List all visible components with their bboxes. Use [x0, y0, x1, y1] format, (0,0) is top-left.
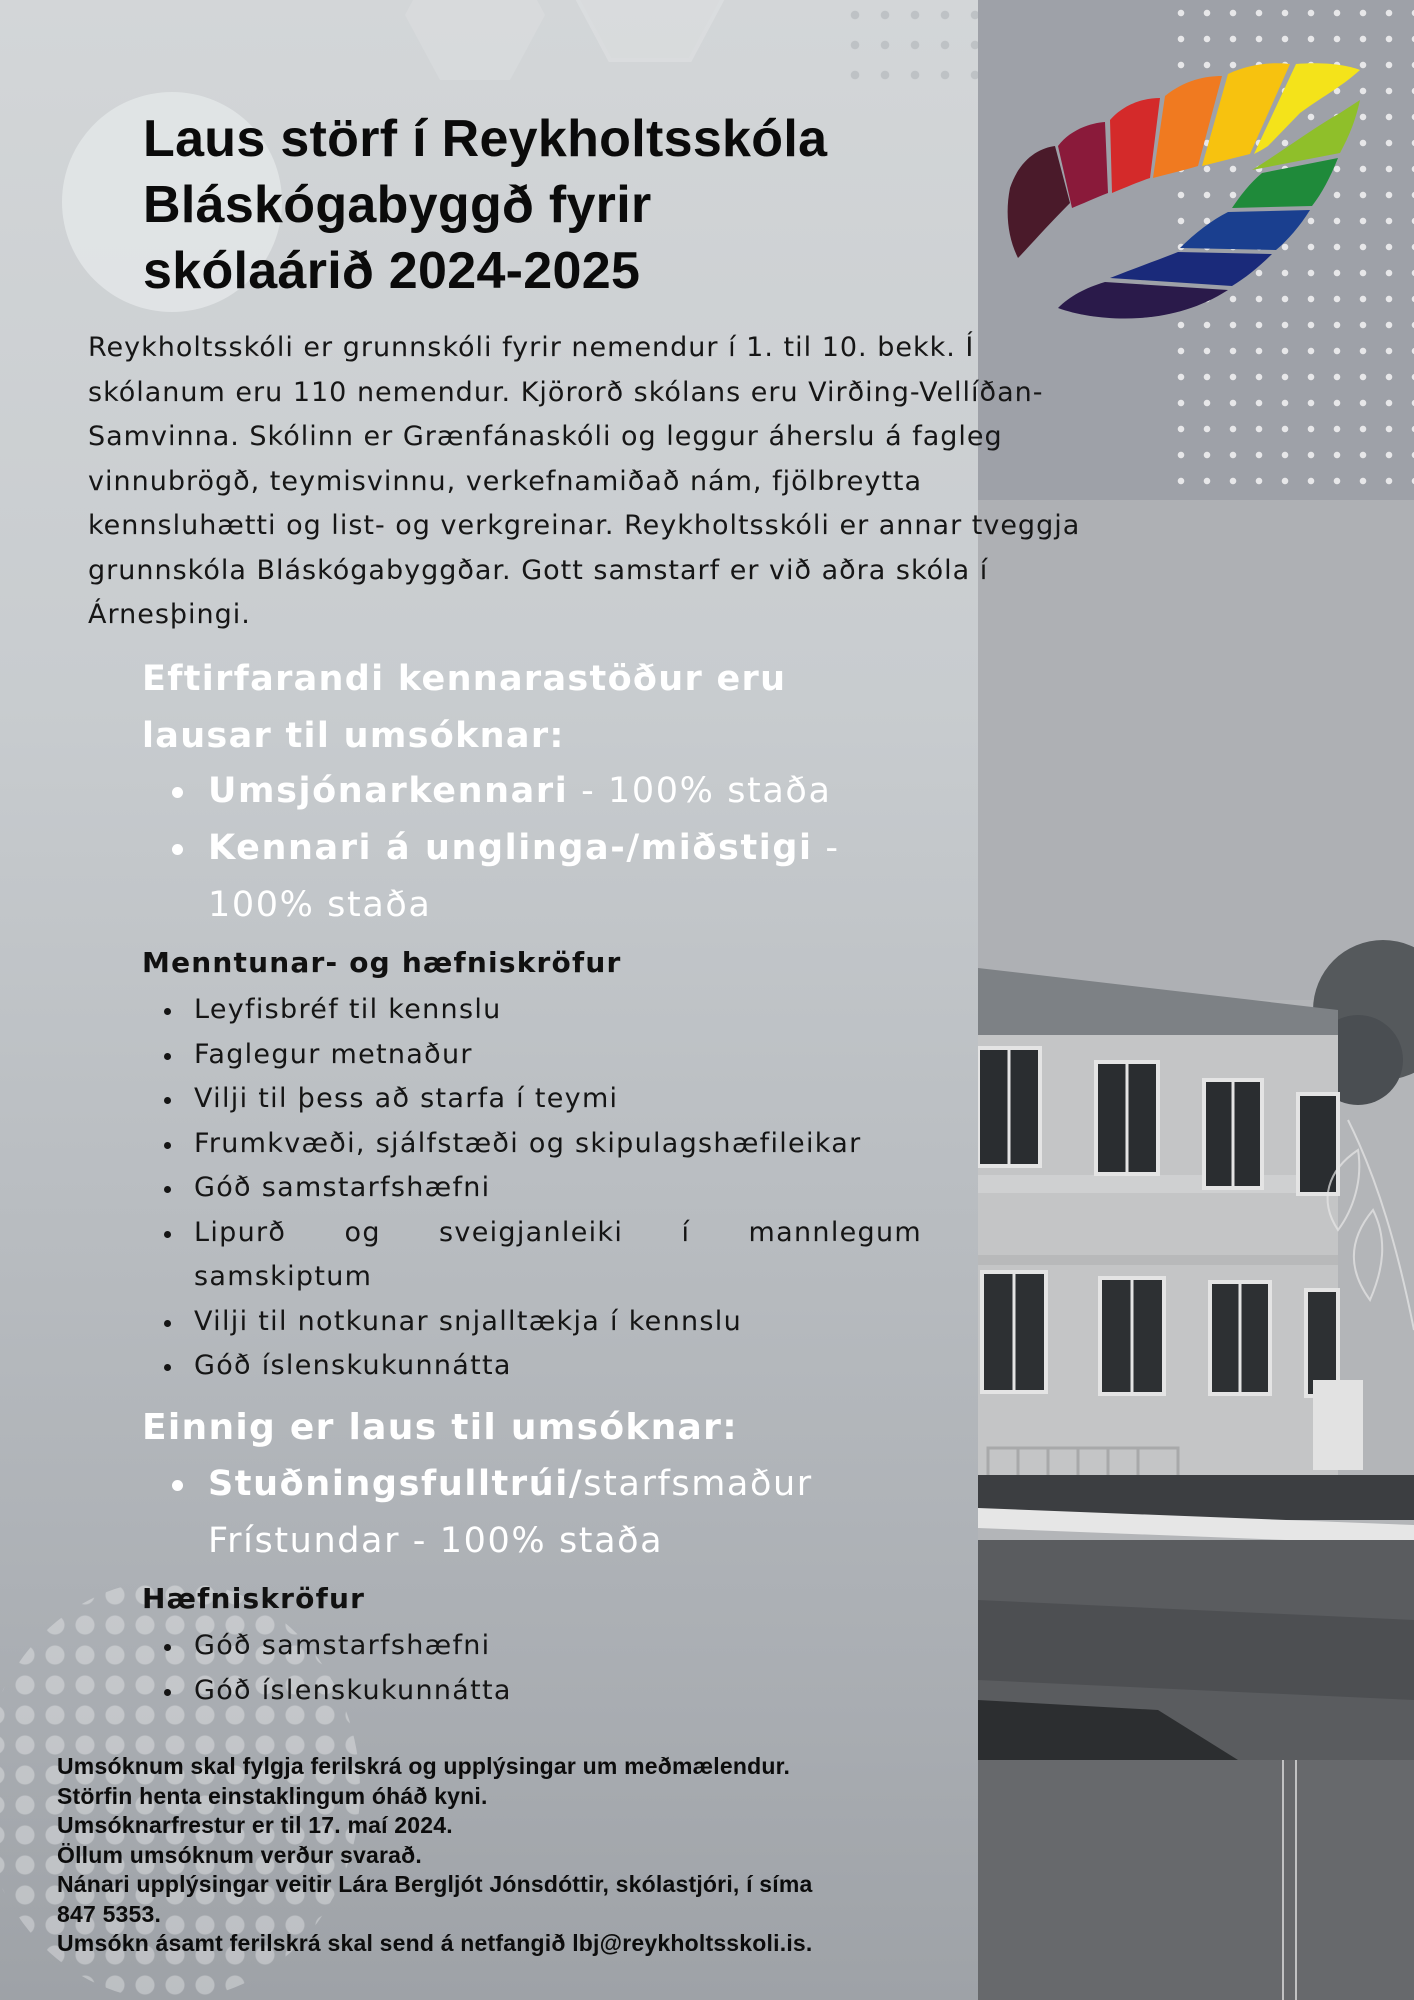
requirement-item: Góð samstarfshæfni — [152, 1166, 922, 1211]
requirement-item: Góð íslenskukunnátta — [152, 1344, 922, 1389]
school-logo — [1000, 58, 1370, 358]
position-detail: - 100% staða — [568, 771, 832, 811]
positions-heading: Eftirfarandi kennarastöður eru lausar til umsóknar: — [142, 659, 787, 756]
requirement-item: Vilji til notkunar snjalltækja í kennslu — [152, 1300, 922, 1345]
application-info — [57, 1752, 957, 1959]
logo-leaf — [1110, 98, 1160, 193]
position-item — [162, 820, 882, 934]
footer-line: Umsóknarfrestur er til 17. maí 2024. — [57, 1812, 453, 1838]
additional-item — [162, 1456, 882, 1570]
requirement-item: Vilji til þess að starfa í teymi — [152, 1077, 922, 1122]
title-line: skólaárið 2024-2025 — [143, 242, 641, 300]
footer-line: Nánari upplýsingar veitir Lára Bergljót Jónsdóttir, skólastjóri, í síma — [57, 1871, 813, 1897]
logo-leaf — [1180, 210, 1310, 250]
page-title — [143, 106, 963, 304]
position-title: Kennari á unglinga-/miðstigi — [208, 828, 813, 868]
footer-line: Öllum umsóknum verður svarað. — [57, 1841, 422, 1868]
additional-heading: Einnig er laus til umsóknar: — [142, 1407, 738, 1448]
title-line: Bláskógabyggð fyrir — [143, 176, 652, 234]
requirement-text: Lipurð og sveigjanleiki í mannlegum samskiptum — [194, 1216, 922, 1292]
requirement-item — [152, 1211, 922, 1300]
position-item — [162, 763, 882, 820]
footer-line: 847 5353. — [57, 1900, 162, 1927]
skills-list — [152, 1624, 922, 1713]
skills-heading: Hæfniskröfur — [142, 1582, 366, 1615]
requirement-item: Faglegur metnaður — [152, 1033, 922, 1078]
skill-item: Góð samstarfshæfni — [152, 1624, 922, 1669]
position-detail: - 100% staða — [208, 828, 840, 925]
title-line: Laus störf í Reykholtsskóla — [143, 110, 828, 168]
requirements-list — [152, 988, 922, 1389]
position-title: Umsjónarkennari — [208, 771, 569, 811]
additional-title: Stuðningsfulltrúi/ — [208, 1464, 584, 1504]
additional-detail: starfsmaður Frístundar - 100% staða — [208, 1464, 813, 1561]
additional-list — [162, 1456, 882, 1570]
logo-leaf — [1232, 158, 1338, 208]
intro-paragraph: Reykholtsskóli er grunnskóli fyrir nemendur í 1. til 10. bekk. Í skólanum eru 110 nemendur. Kjörorð skólans eru Virðing-Vellíðan-Samvinna. Skólinn er Grænfánaskóli og leggur áherslu á fagleg vinnubrögð, teymisvinnu, verkefnamiðað nám, fjölbreytta kennsluhætti og list- og verkgreinar. Reykholtsskóli er annar tveggja grunnskóla Bláskógabyggðar. Gott samstarf er við aðra skóla í Árnesþingi. — [88, 332, 1081, 630]
footer-line: Umsóknum skal fylgja ferilskrá og upplýsingar um meðmælendur. — [57, 1753, 791, 1779]
footer-line: Umsókn ásamt ferilskrá skal send á netfangið lbj@reykholtsskoli.is. — [57, 1930, 813, 1956]
logo-leaf — [1008, 146, 1070, 258]
skill-item: Góð íslenskukunnátta — [152, 1669, 922, 1714]
positions-list — [162, 763, 882, 934]
requirements-heading: Menntunar- og hæfniskröfur — [142, 946, 622, 979]
logo-leaf — [1110, 252, 1272, 286]
requirement-item: Frumkvæði, sjálfstæði og skipulagshæfileikar — [152, 1122, 922, 1167]
requirement-item: Leyfisbréf til kennslu — [152, 988, 922, 1033]
logo-leaf — [1058, 282, 1228, 319]
footer-line: Störfin henta einstaklingum óháð kyni. — [57, 1782, 488, 1809]
